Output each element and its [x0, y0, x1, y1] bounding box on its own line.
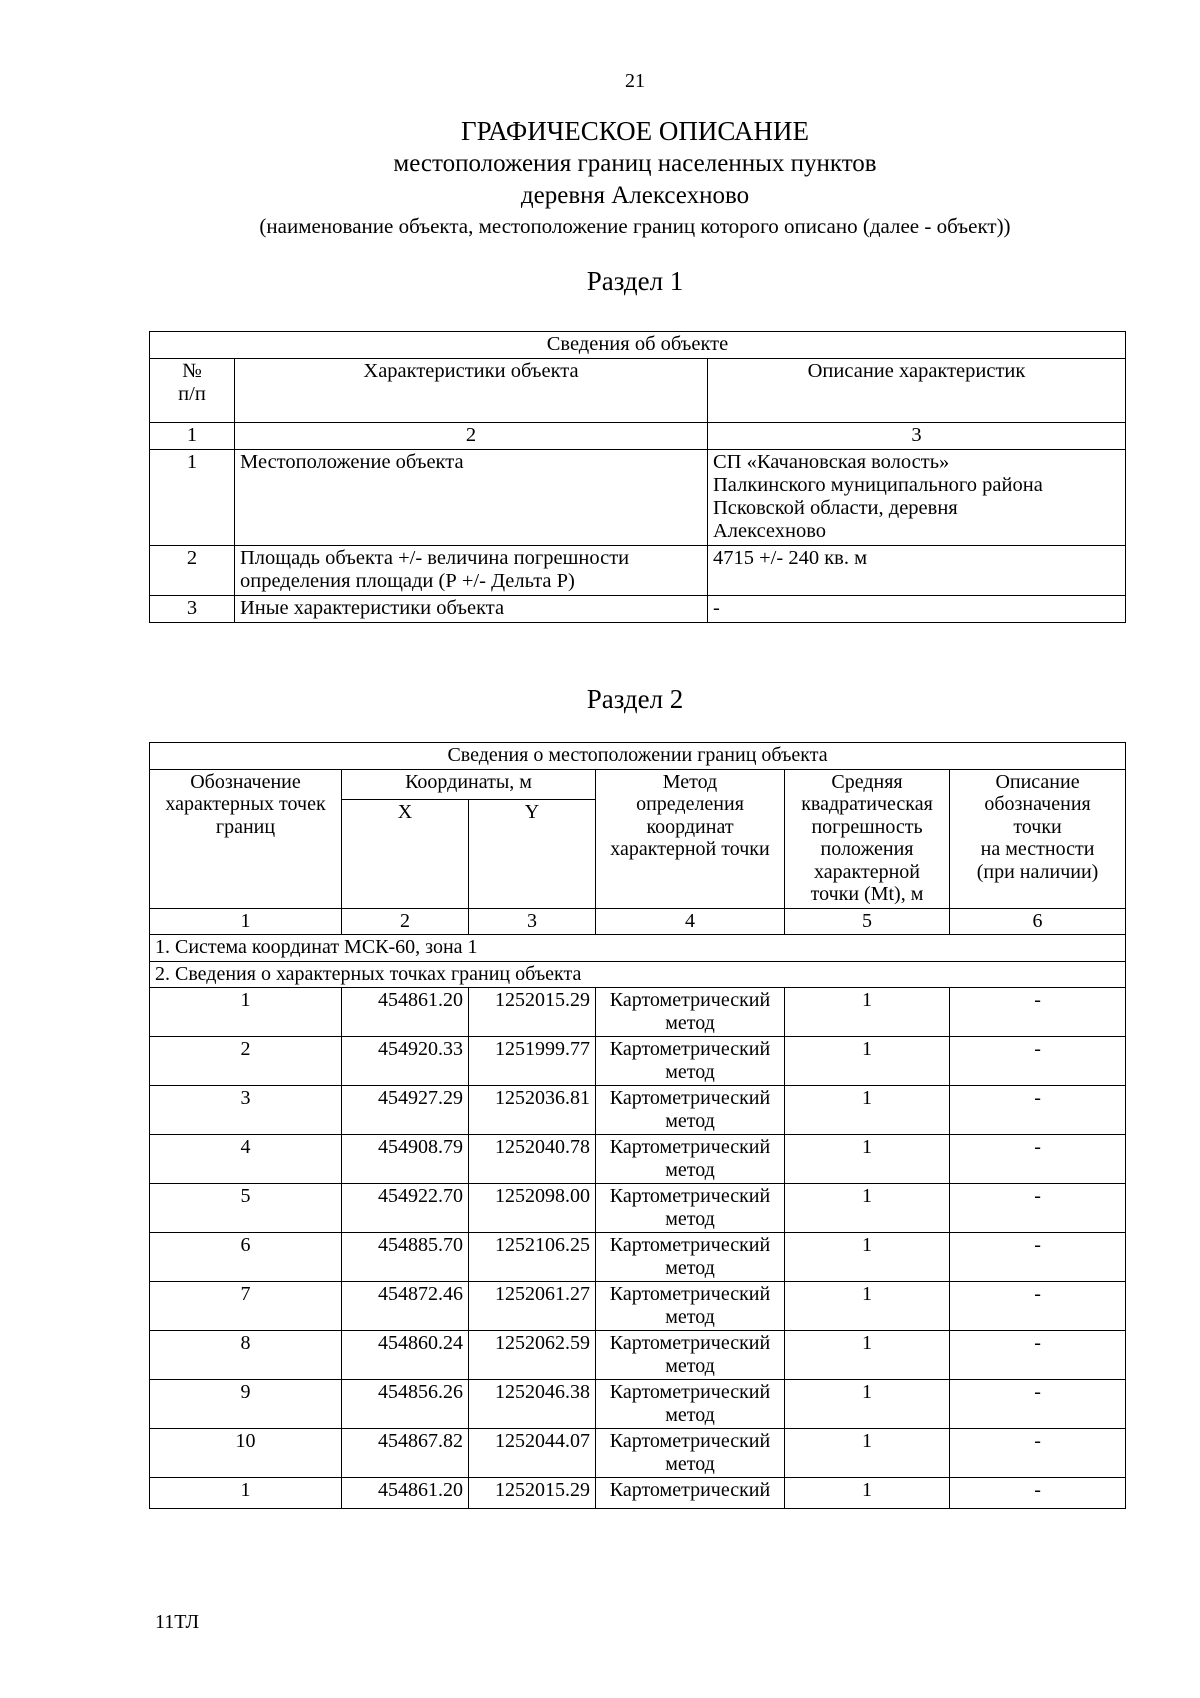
point-desc: - — [950, 1282, 1126, 1331]
footer-code: 11ТЛ — [155, 1611, 200, 1633]
point-mt: 1 — [785, 1086, 950, 1135]
col-number: 1 — [150, 908, 342, 935]
col-number: 5 — [785, 908, 950, 935]
point-mt: 1 — [785, 1184, 950, 1233]
point-desc: - — [950, 1086, 1126, 1135]
point-desc: - — [950, 1184, 1126, 1233]
point-desc: - — [950, 988, 1126, 1037]
row-num: 3 — [150, 596, 235, 623]
point-x: 454920.33 — [342, 1037, 469, 1086]
header-point — [150, 769, 342, 908]
document-subtitle: местоположения границ населенных пунктов — [393, 150, 877, 177]
point-x: 454867.82 — [342, 1429, 469, 1478]
method-line: метод — [665, 1256, 715, 1279]
point-desc: - — [950, 1037, 1126, 1086]
header-line: обозначения — [984, 793, 1091, 815]
table-row — [150, 1184, 1126, 1233]
row-characteristic — [235, 546, 708, 596]
characteristic-line: определения площади (Р +/- Дельта Р) — [240, 570, 575, 592]
method-line: Картометрический — [609, 1136, 771, 1158]
page-number: 21 — [625, 70, 645, 92]
point-mt: 1 — [785, 1331, 950, 1380]
method-line: метод — [665, 1354, 715, 1377]
description-line: Псковской области, деревня — [713, 497, 958, 519]
boundary-points-table — [149, 742, 1126, 1509]
table-row — [150, 1331, 1126, 1380]
table-row — [150, 1135, 1126, 1184]
point-mt: 1 — [785, 1380, 950, 1429]
point-id: 8 — [150, 1331, 342, 1380]
point-id: 1 — [150, 1478, 342, 1509]
point-method — [596, 1429, 785, 1478]
header-num-line: № — [182, 360, 202, 382]
point-id: 4 — [150, 1135, 342, 1184]
point-method — [596, 1380, 785, 1429]
header-error — [785, 769, 950, 908]
header-x: X — [342, 799, 469, 908]
header-line: Метод — [662, 770, 718, 793]
method-line: метод — [665, 1109, 715, 1132]
header-line: границ — [215, 815, 276, 838]
point-mt: 1 — [785, 1037, 950, 1086]
method-line: метод — [665, 1060, 715, 1083]
point-y: 1252015.29 — [469, 988, 596, 1037]
header-line: координат — [646, 815, 734, 838]
method-line: Картометрический — [609, 1332, 771, 1354]
header-line: (при наличии) — [976, 860, 1099, 883]
header-y: Y — [469, 799, 596, 908]
row-description: - — [708, 596, 1126, 623]
method-line: метод — [665, 1158, 715, 1181]
table-row — [150, 1086, 1126, 1135]
point-x: 454856.26 — [342, 1380, 469, 1429]
point-id: 7 — [150, 1282, 342, 1331]
point-mt: 1 — [785, 1282, 950, 1331]
description-line: СП «Качановская волость» — [713, 451, 950, 473]
method-line: Картометрический — [609, 1430, 771, 1452]
point-mt: 1 — [785, 1135, 950, 1184]
point-id: 5 — [150, 1184, 342, 1233]
point-id: 10 — [150, 1429, 342, 1478]
header-line: характерной — [814, 860, 920, 883]
point-y: 1252040.78 — [469, 1135, 596, 1184]
point-id: 9 — [150, 1380, 342, 1429]
object-name: деревня Алексехново — [520, 182, 750, 209]
point-x: 454927.29 — [342, 1086, 469, 1135]
col-number: 2 — [235, 423, 708, 450]
point-method — [596, 1184, 785, 1233]
document-header — [0, 114, 1200, 240]
section1-title: Раздел 1 — [586, 266, 684, 296]
header-line: погрешность — [811, 815, 923, 838]
point-mt: 1 — [785, 1478, 950, 1509]
points-body — [150, 988, 1126, 1509]
point-desc: - — [950, 1331, 1126, 1380]
point-y: 1252098.00 — [469, 1184, 596, 1233]
row-characteristic: Местоположение объекта — [235, 450, 708, 546]
header-characteristics: Характеристики объекта — [235, 359, 708, 423]
col-number: 2 — [342, 908, 469, 935]
point-method — [596, 1135, 785, 1184]
header-line: Обозначение — [190, 770, 301, 793]
row-characteristic: Иные характеристики объекта — [235, 596, 708, 623]
point-desc: - — [950, 1135, 1126, 1184]
method-line: Картометрический — [609, 1381, 771, 1403]
header-line: характерных точек — [165, 793, 326, 815]
point-method — [596, 988, 785, 1037]
point-method — [596, 1478, 785, 1509]
header-num — [150, 359, 235, 423]
points-title: 2. Сведения о характерных точках границ объекта — [150, 961, 1126, 988]
header-num-line: п/п — [178, 383, 206, 405]
description-line: Палкинского муниципального района — [713, 474, 1043, 496]
point-x: 454860.24 — [342, 1331, 469, 1380]
method-line: Картометрический — [609, 1038, 771, 1060]
table-row — [150, 546, 1126, 596]
col-number: 3 — [708, 423, 1126, 450]
col-number: 3 — [469, 908, 596, 935]
header-line: положения — [820, 838, 914, 860]
document-title: ГРАФИЧЕСКОЕ ОПИСАНИЕ — [460, 116, 810, 146]
row-num: 1 — [150, 450, 235, 546]
col-number: 6 — [950, 908, 1126, 935]
header-method — [596, 769, 785, 908]
table-row — [150, 1478, 1126, 1509]
object-info-table — [149, 331, 1126, 623]
point-y: 1252036.81 — [469, 1086, 596, 1135]
header-line: на местности — [980, 838, 1095, 860]
table-row — [150, 1380, 1126, 1429]
point-y: 1252106.25 — [469, 1233, 596, 1282]
point-method — [596, 1037, 785, 1086]
point-x: 454861.20 — [342, 1478, 469, 1509]
method-line: метод — [665, 1403, 715, 1426]
table-row — [150, 1429, 1126, 1478]
point-y: 1252015.29 — [469, 1478, 596, 1509]
col-number: 4 — [596, 908, 785, 935]
point-mt: 1 — [785, 1429, 950, 1478]
col-number: 1 — [150, 423, 235, 450]
method-line: Картометрический — [609, 989, 771, 1011]
point-x: 454861.20 — [342, 988, 469, 1037]
header-point-desc — [950, 769, 1126, 908]
point-y: 1252061.27 — [469, 1282, 596, 1331]
coord-system: 1. Система координат МСК-60, зона 1 — [150, 935, 1126, 962]
method-line: Картометрический — [609, 1087, 771, 1109]
table-row — [150, 450, 1126, 546]
point-x: 454908.79 — [342, 1135, 469, 1184]
point-method — [596, 1331, 785, 1380]
header-line: Средняя — [831, 770, 903, 793]
row-description: 4715 +/- 240 кв. м — [708, 546, 1126, 596]
table-row — [150, 1282, 1126, 1331]
method-line: Картометрический — [609, 1185, 771, 1207]
point-y: 1252044.07 — [469, 1429, 596, 1478]
table-row — [150, 1233, 1126, 1282]
method-line: метод — [665, 1305, 715, 1328]
point-x: 454872.46 — [342, 1282, 469, 1331]
point-desc: - — [950, 1380, 1126, 1429]
point-id: 2 — [150, 1037, 342, 1086]
point-id: 3 — [150, 1086, 342, 1135]
method-line: Картометрический — [609, 1234, 771, 1256]
point-desc: - — [950, 1478, 1126, 1509]
point-desc: - — [950, 1233, 1126, 1282]
method-line: метод — [665, 1011, 715, 1034]
header-line: точки (Mt), м — [810, 883, 924, 905]
point-mt: 1 — [785, 988, 950, 1037]
object-caption: (наименование объекта, местоположение границ которого описано (далее - объект)) — [259, 214, 1011, 238]
point-method — [596, 1233, 785, 1282]
point-y: 1252062.59 — [469, 1331, 596, 1380]
point-id: 1 — [150, 988, 342, 1037]
method-line: Картометрический — [609, 1479, 771, 1501]
point-method — [596, 1086, 785, 1135]
table-row — [150, 1037, 1126, 1086]
point-desc: - — [950, 1429, 1126, 1478]
point-x: 454885.70 — [342, 1233, 469, 1282]
header-description: Описание характеристик — [708, 359, 1126, 423]
section2-title: Раздел 2 — [586, 684, 684, 714]
row-num: 2 — [150, 546, 235, 596]
point-y: 1251999.77 — [469, 1037, 596, 1086]
table-row — [150, 596, 1126, 623]
table-row — [150, 988, 1126, 1037]
point-mt: 1 — [785, 1233, 950, 1282]
header-line: точки — [1013, 815, 1062, 838]
method-line: Картометрический — [609, 1283, 771, 1305]
header-line: квадратическая — [801, 793, 933, 815]
row-description — [708, 450, 1126, 546]
header-line: характерной точки — [610, 838, 770, 860]
method-line: метод — [665, 1452, 715, 1475]
method-line: метод — [665, 1207, 715, 1230]
characteristic-line: Площадь объекта +/- величина погрешности — [240, 547, 630, 569]
description-line: Алексехново — [713, 520, 827, 542]
table-title: Сведения об объекте — [150, 332, 1126, 359]
header-line: Описание — [995, 770, 1080, 793]
header-line: определения — [636, 793, 744, 815]
point-y: 1252046.38 — [469, 1380, 596, 1429]
point-id: 6 — [150, 1233, 342, 1282]
header-coords: Координаты, м — [342, 769, 596, 799]
point-x: 454922.70 — [342, 1184, 469, 1233]
table-title: Сведения о местоположении границ объекта — [150, 743, 1126, 770]
point-method — [596, 1282, 785, 1331]
